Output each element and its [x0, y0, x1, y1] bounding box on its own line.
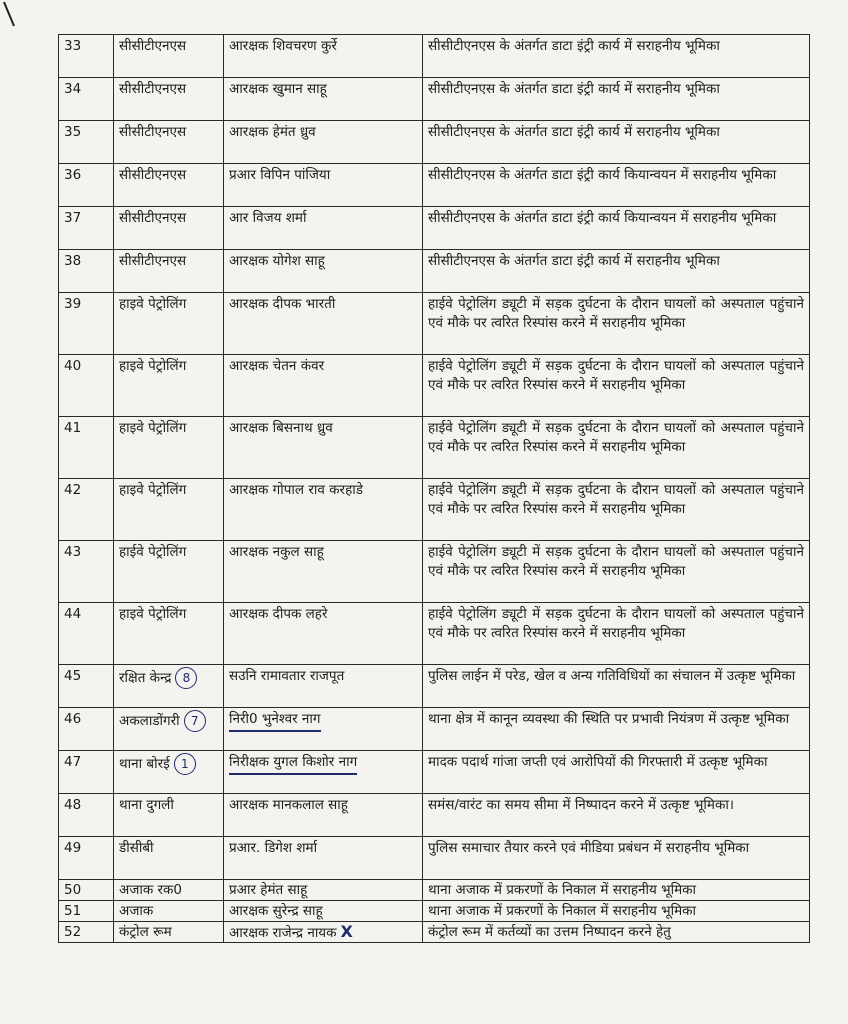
name-cell: आरक्षक हेमंत ध्रुव — [224, 121, 423, 164]
unit-cell: हाइवे पेट्रोलिंग — [114, 417, 224, 479]
serial-number: 49 — [59, 837, 114, 880]
serial-number: 37 — [59, 207, 114, 250]
table-row — [59, 708, 810, 751]
name-cell: प्रआर विपिन पांजिया — [224, 164, 423, 207]
name-cell — [224, 751, 423, 794]
name-cell: प्रआर. डिगेश शर्मा — [224, 837, 423, 880]
description-cell: थाना क्षेत्र में कानून व्यवस्था की स्थिति पर प्रभावी नियंत्रण में उत्कृष्ट भूमिका — [423, 708, 810, 751]
serial-number: 40 — [59, 355, 114, 417]
underlined-name: निरी0 भुनेश्वर नाग — [229, 710, 321, 732]
description-cell: हाईवे पेट्रोलिंग ड्यूटी में सड़क दुर्घटना के दौरान घायलों को अस्पताल पहुंचाने एवं मौके पर त्वरित रिस्पांस करने में सराहनीय भूमिका — [423, 479, 810, 541]
name-cell: आरक्षक मानकलाल साहू — [224, 794, 423, 837]
table-row — [59, 417, 810, 479]
name-cell: प्रआर हेमंत साहू — [224, 880, 423, 901]
name-cell: आरक्षक खुमान साहू — [224, 78, 423, 121]
description-cell: हाईवे पेट्रोलिंग ड्यूटी में सड़क दुर्घटना के दौरान घायलों को अस्पताल पहुंचाने एवं मौके पर त्वरित रिस्पांस करने में सराहनीय भूमिका — [423, 293, 810, 355]
serial-number: 41 — [59, 417, 114, 479]
unit-label: थाना बोरई — [119, 756, 170, 772]
name-label: आरक्षक राजेन्द्र नायक — [229, 925, 337, 941]
handwritten-circled-number: 1 — [174, 753, 196, 775]
table-row — [59, 541, 810, 603]
name-cell: आरक्षक दीपक लहरे — [224, 603, 423, 665]
table-row — [59, 250, 810, 293]
award-roster-table — [58, 34, 810, 943]
handwritten-circled-number: 8 — [175, 667, 197, 689]
table-row — [59, 880, 810, 901]
serial-number: 44 — [59, 603, 114, 665]
name-cell: आरक्षक नकुल साहू — [224, 541, 423, 603]
table-row — [59, 207, 810, 250]
serial-number: 51 — [59, 901, 114, 922]
serial-number: 42 — [59, 479, 114, 541]
unit-cell: कंट्रोल रूम — [114, 922, 224, 943]
unit-cell: सीसीटीएनएस — [114, 250, 224, 293]
description-cell: थाना अजाक में प्रकरणों के निकाल में सराहनीय भूमिका — [423, 901, 810, 922]
unit-cell: अजाक — [114, 901, 224, 922]
name-cell: आरक्षक गोपाल राव करहाडे — [224, 479, 423, 541]
table-row — [59, 35, 810, 78]
table-row — [59, 837, 810, 880]
table-row — [59, 603, 810, 665]
table-row — [59, 922, 810, 943]
unit-cell: सीसीटीएनएस — [114, 164, 224, 207]
unit-cell: अजाक रक0 — [114, 880, 224, 901]
serial-number: 39 — [59, 293, 114, 355]
description-cell: हाईवे पेट्रोलिंग ड्यूटी में सड़क दुर्घटना के दौरान घायलों को अस्पताल पहुंचाने एवं मौके पर त्वरित रिस्पांस करने में सराहनीय भूमिका — [423, 541, 810, 603]
name-cell: सउनि रामावतार राजपूत — [224, 665, 423, 708]
name-cell: आरक्षक चेतन कंवर — [224, 355, 423, 417]
serial-number: 50 — [59, 880, 114, 901]
description-cell: सीसीटीएनएस के अंतर्गत डाटा इंट्री कार्य में सराहनीय भूमिका — [423, 121, 810, 164]
table-row — [59, 121, 810, 164]
table-row — [59, 751, 810, 794]
handwritten-cross-mark: X — [340, 922, 353, 941]
table-row — [59, 78, 810, 121]
unit-cell — [114, 708, 224, 751]
unit-cell — [114, 751, 224, 794]
table-row — [59, 355, 810, 417]
description-cell: हाईवे पेट्रोलिंग ड्यूटी में सड़क दुर्घटना के दौरान घायलों को अस्पताल पहुंचाने एवं मौके पर त्वरित रिस्पांस करने में सराहनीय भूमिका — [423, 417, 810, 479]
table-row — [59, 794, 810, 837]
unit-cell: सीसीटीएनएस — [114, 121, 224, 164]
name-cell: आरक्षक बिसनाथ ध्रुव — [224, 417, 423, 479]
serial-number: 34 — [59, 78, 114, 121]
unit-cell: सीसीटीएनएस — [114, 35, 224, 78]
table-row — [59, 665, 810, 708]
serial-number: 33 — [59, 35, 114, 78]
description-cell: पुलिस लाईन में परेड, खेल व अन्य गतिविधियों का संचालन में उत्कृष्ट भूमिका — [423, 665, 810, 708]
unit-cell — [114, 665, 224, 708]
description-cell: कंट्रोल रूम में कर्तव्यों का उत्तम निष्पादन करने हेतु — [423, 922, 810, 943]
description-cell: हाईवे पेट्रोलिंग ड्यूटी में सड़क दुर्घटना के दौरान घायलों को अस्पताल पहुंचाने एवं मौके पर त्वरित रिस्पांस करने में सराहनीय भूमिका — [423, 603, 810, 665]
description-cell: सीसीटीएनएस के अंतर्गत डाटा इंट्री कार्य कियान्वयन में सराहनीय भूमिका — [423, 164, 810, 207]
description-cell: सीसीटीएनएस के अंतर्गत डाटा इंट्री कार्य कियान्वयन में सराहनीय भूमिका — [423, 207, 810, 250]
description-cell: मादक पदार्थ गांजा जप्ती एवं आरोपियों की गिरफ्तारी में उत्कृष्ट भूमिका — [423, 751, 810, 794]
description-cell: थाना अजाक में प्रकरणों के निकाल में सराहनीय भूमिका — [423, 880, 810, 901]
name-cell — [224, 922, 423, 943]
unit-cell: सीसीटीएनएस — [114, 207, 224, 250]
description-cell: हाईवे पेट्रोलिंग ड्यूटी में सड़क दुर्घटना के दौरान घायलों को अस्पताल पहुंचाने एवं मौके पर त्वरित रिस्पांस करने में सराहनीय भूमिका — [423, 355, 810, 417]
name-cell: आरक्षक दीपक भारती — [224, 293, 423, 355]
description-cell: सीसीटीएनएस के अंतर्गत डाटा इंट्री कार्य में सराहनीय भूमिका — [423, 35, 810, 78]
unit-cell: हाईवे पेट्रोलिंग — [114, 541, 224, 603]
serial-number: 45 — [59, 665, 114, 708]
table-row — [59, 293, 810, 355]
unit-cell: हाइवे पेट्रोलिंग — [114, 293, 224, 355]
description-cell: सीसीटीएनएस के अंतर्गत डाटा इंट्री कार्य में सराहनीय भूमिका — [423, 250, 810, 293]
underlined-name: निरीक्षक युगल किशोर नाग — [229, 753, 357, 775]
table-row — [59, 164, 810, 207]
unit-cell: डीसीबी — [114, 837, 224, 880]
name-cell: आरक्षक शिवचरण कुर्रे — [224, 35, 423, 78]
name-cell: आर विजय शर्मा — [224, 207, 423, 250]
description-cell: समंस/वारंट का समय सीमा में निष्पादन करने में उत्कृष्ट भूमिका। — [423, 794, 810, 837]
name-cell: आरक्षक सुरेन्द्र साहू — [224, 901, 423, 922]
pen-mark-icon — [2, 0, 20, 30]
unit-label: अकलाडोंगरी — [119, 713, 180, 729]
description-cell: सीसीटीएनएस के अंतर्गत डाटा इंट्री कार्य में सराहनीय भूमिका — [423, 78, 810, 121]
serial-number: 43 — [59, 541, 114, 603]
table-row — [59, 479, 810, 541]
serial-number: 48 — [59, 794, 114, 837]
table-row — [59, 901, 810, 922]
name-cell: आरक्षक योगेश साहू — [224, 250, 423, 293]
serial-number: 38 — [59, 250, 114, 293]
unit-cell: हाइवे पेट्रोलिंग — [114, 479, 224, 541]
unit-cell: सीसीटीएनएस — [114, 78, 224, 121]
name-cell — [224, 708, 423, 751]
unit-label: रक्षित केन्द्र — [119, 670, 172, 686]
serial-number: 35 — [59, 121, 114, 164]
description-cell: पुलिस समाचार तैयार करने एवं मीडिया प्रबंधन में सराहनीय भूमिका — [423, 837, 810, 880]
serial-number: 52 — [59, 922, 114, 943]
serial-number: 46 — [59, 708, 114, 751]
handwritten-circled-number: 7 — [184, 710, 206, 732]
unit-cell: हाइवे पेट्रोलिंग — [114, 355, 224, 417]
unit-cell: हाइवे पेट्रोलिंग — [114, 603, 224, 665]
serial-number: 36 — [59, 164, 114, 207]
unit-cell: थाना दुगली — [114, 794, 224, 837]
serial-number: 47 — [59, 751, 114, 794]
